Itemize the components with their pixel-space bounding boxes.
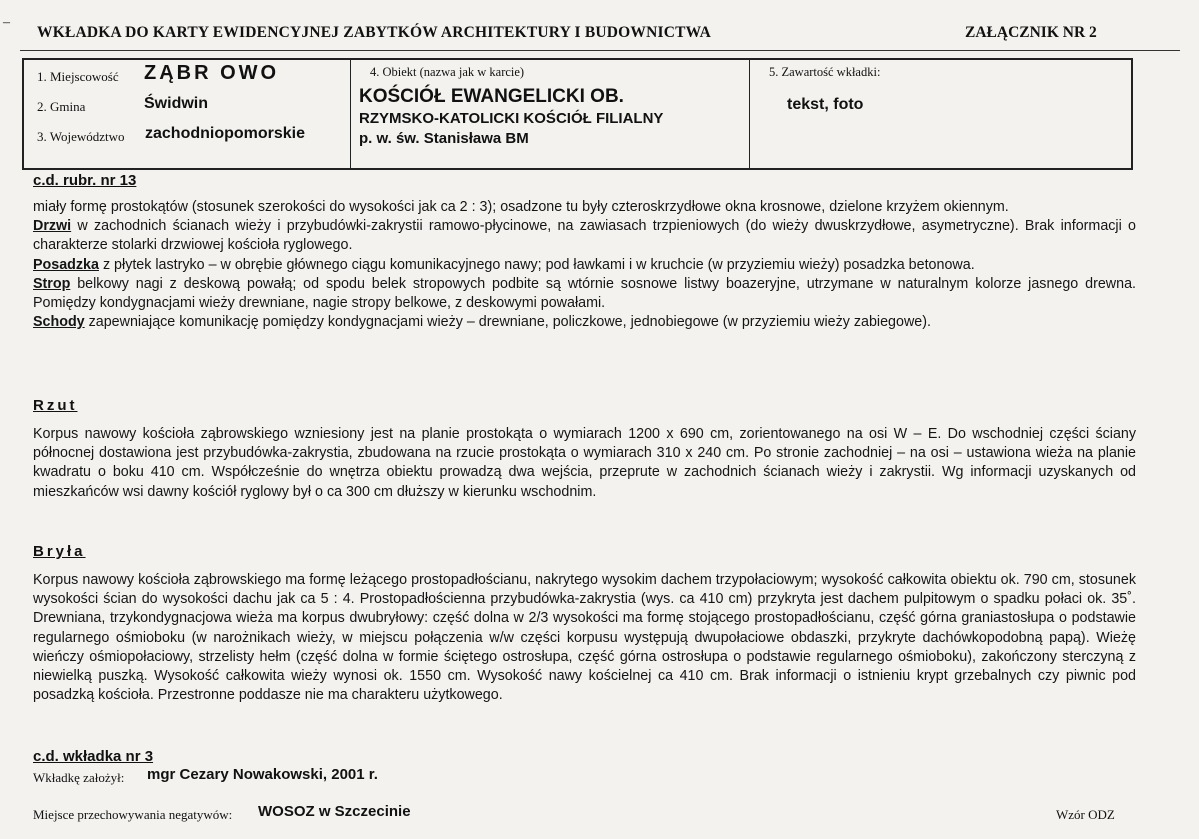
intro-paragraph: miały formę prostokątów (stosunek szerokości do wysokości jak ca 2 : 3); osadzone tu były czteroskrzydłowe okna krosnowe, dzielone krzyżem okiennym. — [33, 199, 1009, 215]
stairs-text: zapewniające komunikację pomiędzy kondygnacjami wieży – drewniane, policzkowe, jednobiegowe (w przyziemiu wieży zabiegowe). — [84, 314, 931, 331]
rzut-heading: Rzut — [33, 397, 78, 414]
doors-term: Drzwi — [33, 218, 72, 235]
locality-value: ZĄBR OWO — [144, 62, 280, 84]
ceiling-paragraph — [33, 275, 1136, 313]
margin-mark: – — [3, 15, 10, 30]
object-name-line1: KOŚCIÓŁ EWANGELICKI OB. — [359, 86, 624, 107]
commune-label: 2. Gmina — [37, 99, 86, 114]
rzut-paragraph: Korpus nawowy kościoła ząbrowskiego wzniesiony jest na planie prostokąta o wymiarach 1200 x 690 cm, zorientowanego na osi W – E. Do wschodniej części ściany północnej dostawiona jest przybudówka-zakrystia, zbudowana na rzucie prostokąta o wymiarach 310 x 240 cm. Po stronie zachodniej – na osi – ustawiona wieża na planie kwadratu o boku 410 cm. Współcześnie do wnętrza obiektu prowadzą dwa wejścia, przeprute w zachodnich ścianach wieży i zakrystii. Wg informacji uzyskanych od mieszkańców wsi dawny kościół ryglowy był o ca 300 cm dłuższy w kierunku wschodnim. — [33, 426, 1136, 500]
top-rule — [20, 50, 1180, 51]
storage-label: Miejsce przechowywania negatywów: — [33, 807, 233, 822]
storage-value: WOSOZ w Szczecinie — [258, 803, 411, 820]
commune-value: Świdwin — [144, 95, 208, 112]
voivodeship-label: 3. Województwo — [37, 129, 125, 144]
doors-paragraph — [33, 217, 1136, 255]
object-name-line3: p. w. św. Stanisława BM — [359, 130, 529, 147]
stairs-term: Schody — [33, 314, 85, 331]
author-label: Wkładkę założył: — [33, 770, 125, 785]
floor-text: z płytek lastryko – w obrębie głównego ciągu komunikacyjnego nawy; pod ławkami i w kruchcie (w przyziemiu wieży) posadzka betonowa. — [98, 256, 975, 273]
author-value: mgr Cezary Nowakowski, 2001 r. — [147, 766, 378, 783]
floor-paragraph — [33, 256, 1136, 275]
contents-value: tekst, foto — [787, 96, 864, 113]
document-title: WKŁADKA DO KARTY EWIDENCYJNEJ ZABYTKÓW ARCHITEKTURY I BUDOWNICTWA — [37, 24, 712, 41]
next-insert-note: c.d. wkładka nr 3 — [33, 748, 154, 765]
features-block — [33, 198, 1136, 332]
stairs-paragraph — [33, 313, 1136, 332]
continuation-heading: c.d. rubr. nr 13 — [33, 172, 137, 189]
floor-term: Posadzka — [33, 256, 99, 273]
ceiling-term: Strop — [33, 275, 71, 292]
doors-text: w zachodnich ścianach wieży i przybudówki-zakrystii ramowo-płycinowe, na zawiasach trzpieniowych (do wieży dwuskrzydłowe, asymetryczne). Brak informacji o charakterze stolarki drzwiowej kościoła ryglowego. — [33, 218, 1136, 254]
object-name-line2: RZYMSKO-KATOLICKI KOŚCIÓŁ FILIALNY — [359, 110, 664, 127]
locality-label: 1. Miejscowość — [37, 69, 119, 84]
column-divider — [350, 60, 351, 168]
annex-number: ZAŁĄCZNIK NR 2 — [965, 24, 1097, 41]
ceiling-text: belkowy nagi z deskową powałą; od spodu belek stropowych podbite są wtórnie sosnowe listwy boazeryjne, utrzymane w naturalnym kolorze jasnego drewna. Pomiędzy kondygnacjami wieży drewniane, nagie stropy belkowe, z deskowymi powałami. — [33, 275, 1136, 312]
bryla-heading: Bryła — [33, 543, 86, 560]
template-mark: Wzór ODZ — [1056, 807, 1115, 822]
bryla-paragraph: Korpus nawowy kościoła ząbrowskiego ma formę leżącego prostopadłościanu, nakrytego wysokim dachem trzypołaciowym; wysokość całkowita obiektu ok. 790 cm, stosunek wysokości ścian do wysokości dachu jak ca 5 : 4. Prostopadłościenna przybudówka-zakrystia (wys. ca 410 cm) przykryta jest dachem pulpitowym o spadku połaci ok. 35˚. Drewniana, trzykondygnacjowa wieża ma korpus dwubryłowy: część dolna w 2/3 wysokości ma formę stojącego prostopadłościanu, część górna graniastosłupa o podstawie regularnego ośmioboku (w narożnikach wieży, w miejscu połączenia w/w części korpusu występują dwupołaciowe obdaszki, przykryte dachówkopodobną papą). Wieżę wieńczy ośmiopołaciowy, strzelisty hełm (część dolna w formie ściętego ostrosłupa, część górna ostrosłupa o podstawie regularnego ośmioboku), zakończony sterczyną z niewielką puszką. Wysokość całkowita wieży wynosi ok. 1550 cm. Wysokość nawy kościelnej ca 410 cm. Brak informacji o istnieniu krypt grzebalnych czy piwnic pod posadzką kościoła. Przestronne poddasze nie ma charakteru użytkowego. — [33, 572, 1136, 704]
object-label: 4. Obiekt (nazwa jak w karcie) — [370, 65, 525, 79]
voivodeship-value: zachodniopomorskie — [145, 125, 306, 142]
contents-label: 5. Zawartość wkładki: — [769, 65, 881, 79]
column-divider — [749, 60, 750, 168]
header-form-box — [22, 58, 1133, 170]
